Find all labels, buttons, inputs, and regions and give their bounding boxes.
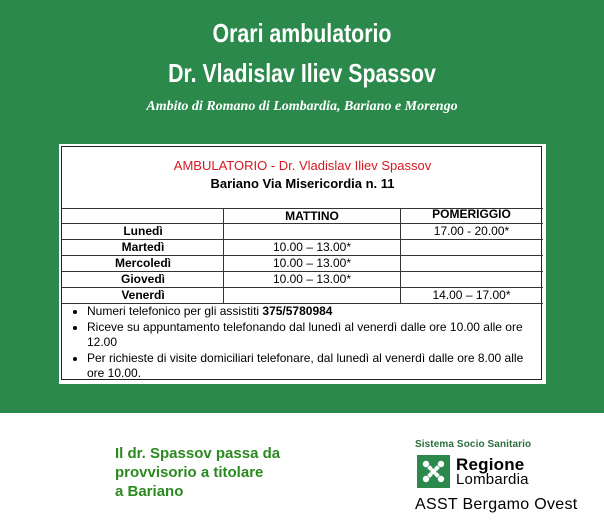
- row-morning-thursday: 10.00 – 13.00*: [272, 272, 352, 286]
- row-afternoon-monday: 17.00 - 20.00*: [433, 224, 510, 238]
- news-line-3: a Bariano: [115, 483, 184, 500]
- row-day-thursday: Giovedì: [120, 272, 165, 286]
- page-title-line2: Dr. Vladislav Iliev Spassov: [168, 58, 436, 88]
- phone-number: 375/5780984: [262, 304, 333, 318]
- page-title-line1: Orari ambulatorio: [212, 18, 392, 48]
- row-morning-tuesday: 10.00 – 13.00*: [272, 240, 352, 254]
- news-line-2: provvisorio a titolare: [115, 464, 264, 481]
- logo-system-label: Sistema Socio Sanitario: [415, 439, 532, 450]
- row-day-tuesday: Martedì: [121, 240, 165, 254]
- notes-list: [63, 304, 539, 382]
- news-text: [115, 444, 280, 501]
- lombardia-rose-icon: [417, 455, 450, 488]
- note-home-visits: • Per richieste di visite domiciliari telefonare, dal lunedì al venerdì dalle ore 8.00 alle ore 10.00.: [87, 351, 539, 381]
- column-header-afternoon: POMERIGGIO: [432, 207, 511, 221]
- note-phone-text: Numeri telefonico per gli assistiti: [87, 304, 263, 318]
- logo-region-name-2: Lombardia: [456, 471, 529, 488]
- row-day-monday: Lunedì: [123, 224, 163, 238]
- row-day-wednesday: Mercoledì: [114, 256, 171, 270]
- asst-logo: [407, 439, 587, 519]
- row-morning-wednesday: 10.00 – 13.00*: [272, 256, 352, 270]
- logo-asst-name: ASST Bergamo Ovest: [415, 496, 578, 513]
- clinic-title: AMBULATORIO - Dr. Vladislav Iliev Spassov: [173, 158, 432, 173]
- note-phone: [87, 304, 539, 319]
- schedule-document: [59, 144, 546, 384]
- clinic-address: Bariano Via Misericordia n. 11: [210, 176, 395, 191]
- row-day-friday: Venerdì: [121, 288, 165, 302]
- page-subtitle: Ambito di Romano di Lombardia, Bariano e Morengo: [146, 99, 458, 114]
- row-afternoon-friday: 14.00 – 17.00*: [432, 288, 511, 302]
- news-line-1: Il dr. Spassov passa da: [115, 445, 281, 462]
- note-appointment: • Riceve su appuntamento telefonando dal lunedì al venerdì dalle ore 10.00 alle ore 12.00: [87, 320, 539, 350]
- column-header-morning: MATTINO: [285, 209, 339, 223]
- logo-region-name-1: Regione: [456, 455, 525, 474]
